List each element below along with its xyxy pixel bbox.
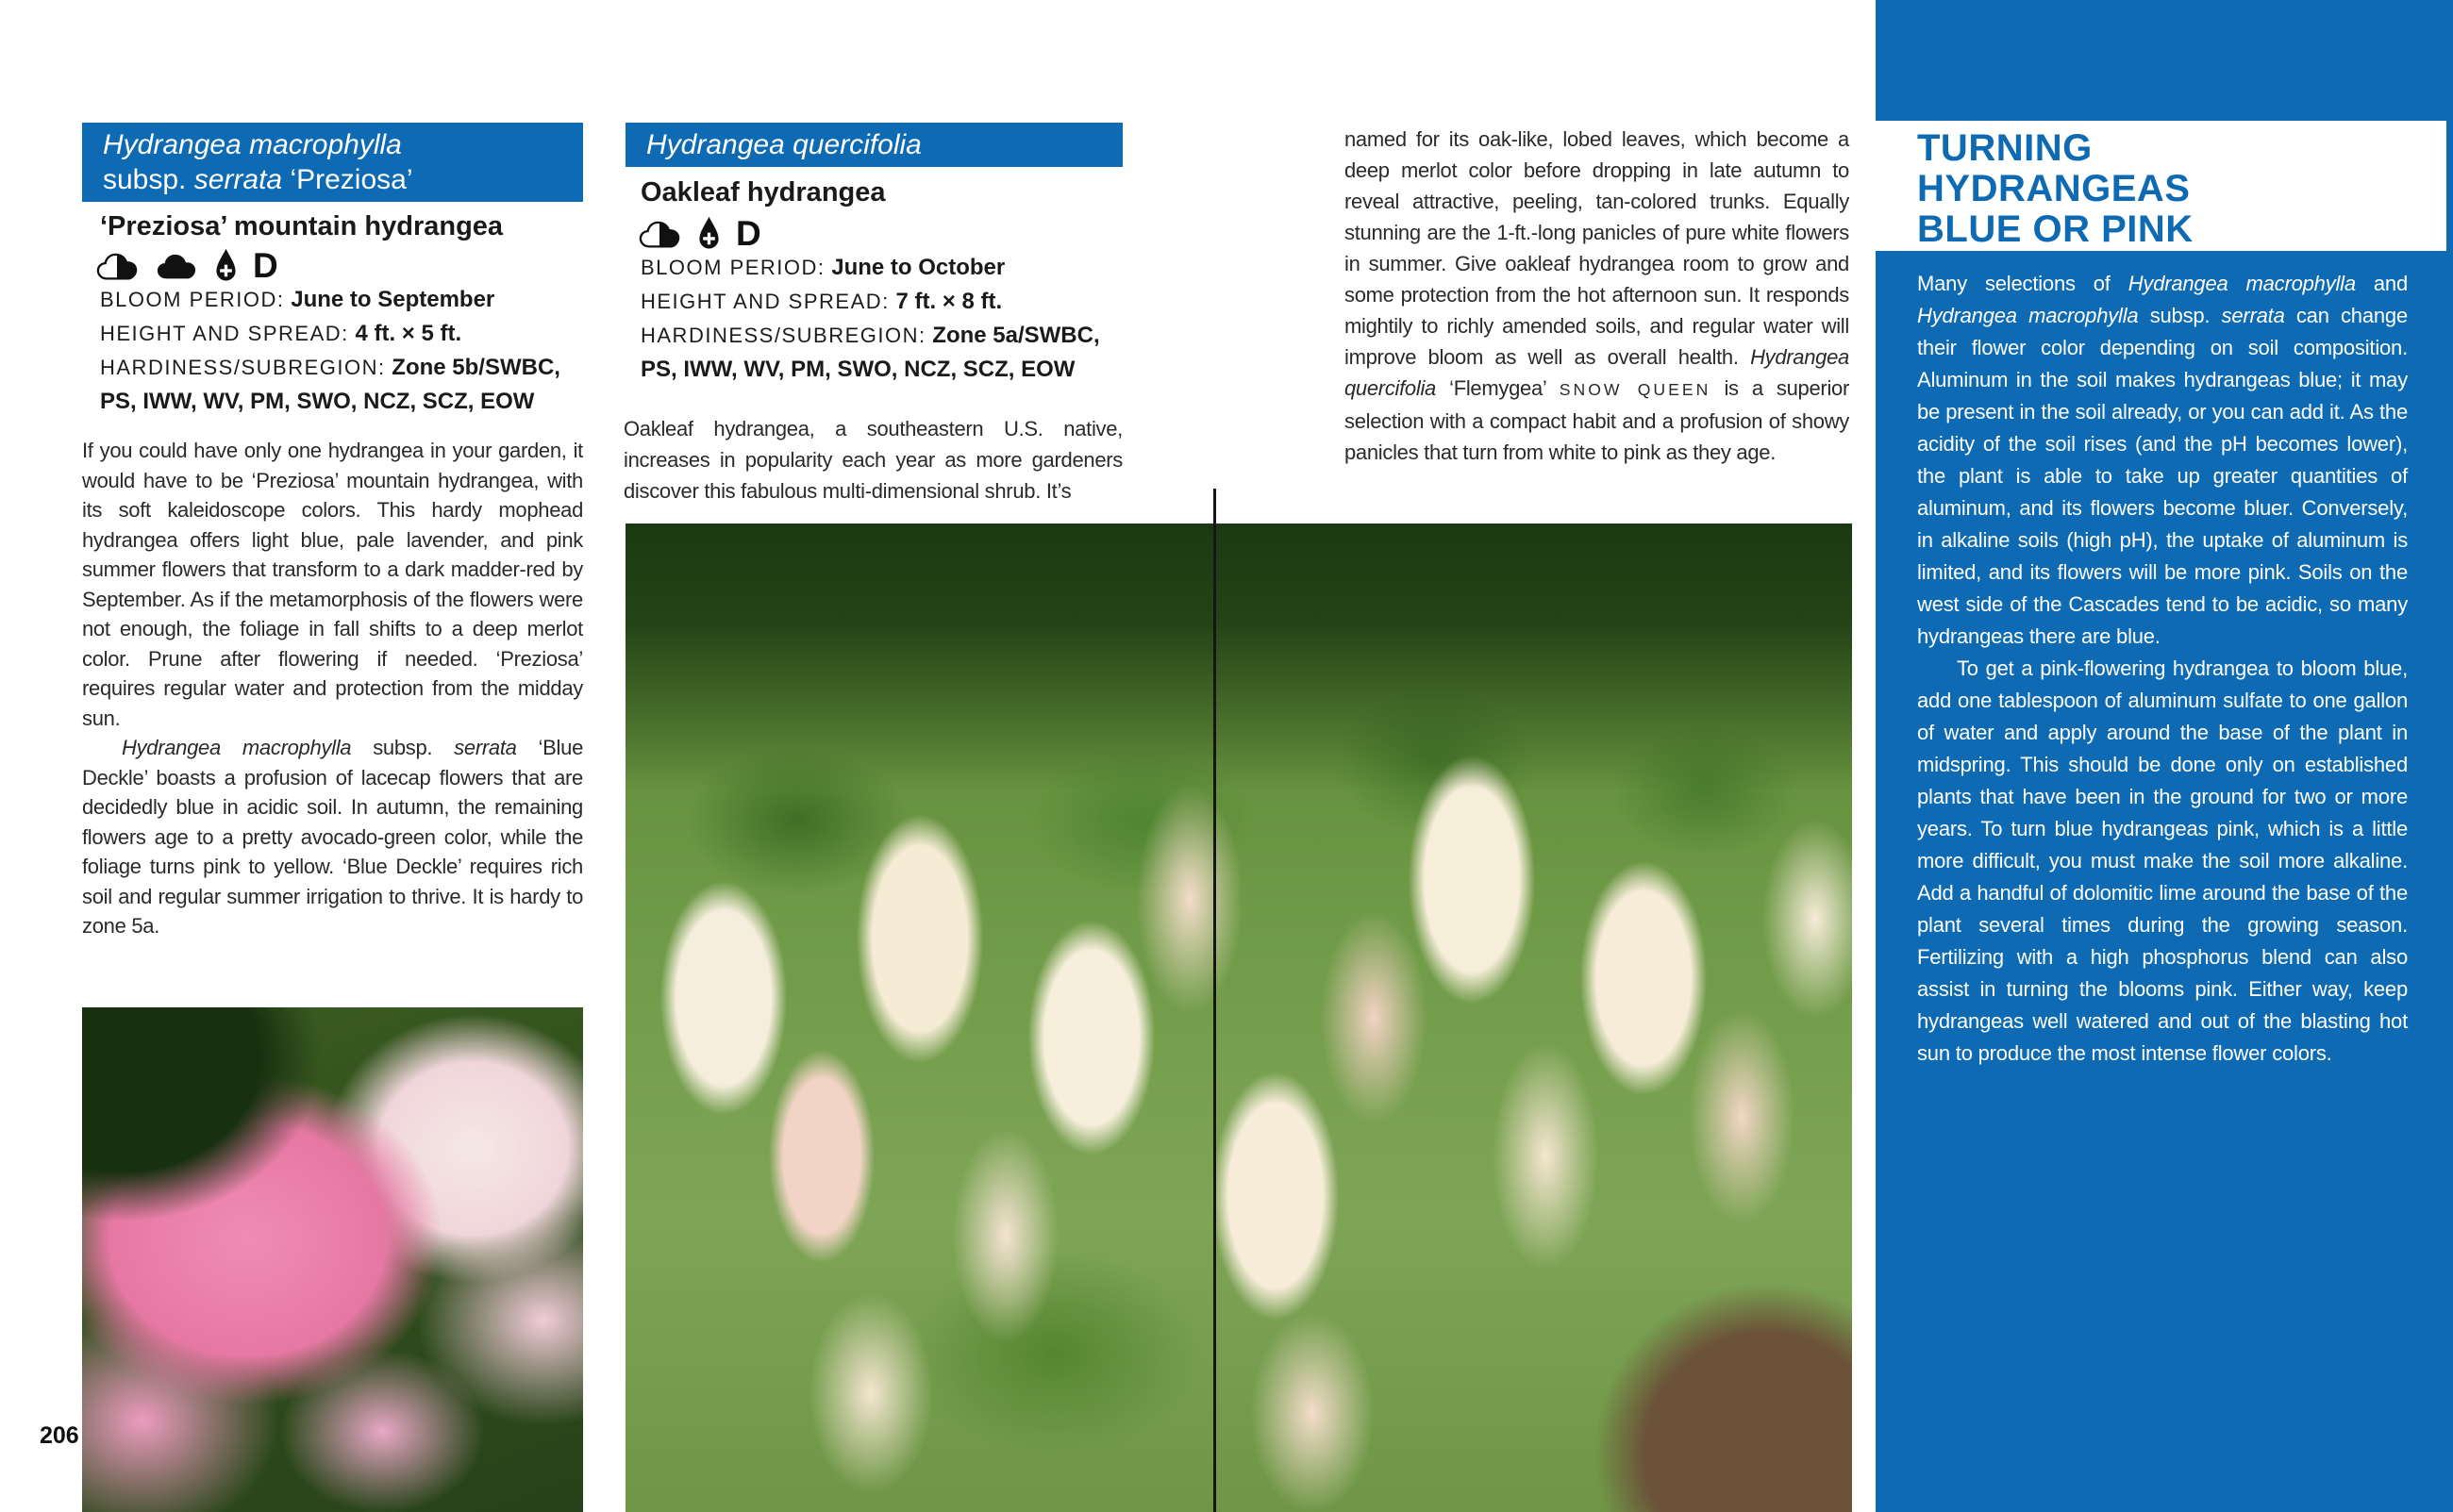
- spec-hardiness: HARDINESS/SUBREGION: Zone 5b/SWBC, PS, IWW, WV, PM, SWO, NCZ, SCZ, EOW: [100, 355, 560, 414]
- plant-description-preziosa: [82, 436, 583, 941]
- full-shade-icon: [154, 251, 199, 283]
- plant-title-preziosa: [82, 123, 583, 202]
- plant-specs-quercifolia: [641, 251, 1123, 387]
- deciduous-D-icon: D: [736, 214, 761, 253]
- sidebar-title-line: BLUE OR PINK: [1917, 208, 2194, 250]
- spec-hardiness: HARDINESS/SUBREGION: Zone 5a/SWBC, PS, IWW, WV, PM, SWO, NCZ, SCZ, EOW: [641, 323, 1100, 382]
- partial-shade-icon: [637, 219, 682, 251]
- sidebar-title-line: HYDRANGEAS: [1917, 168, 2191, 209]
- plant-icons-preziosa: [94, 245, 278, 283]
- plant-title-line: Hydrangea macrophylla: [103, 129, 402, 160]
- plant-icons-quercifolia: [637, 213, 761, 251]
- description-paragraph: Hydrangea macrophylla subsp. serrata ‘Blue Deckle’ boasts a profusion of lacecap flowers that are decidedly blue in acidic soil. In autumn, the remaining flowers age to a pretty avocado-green color, while the foliage turns pink to yellow. ‘Blue Deckle’ requires rich soil and regular summer irrigation to thrive. It is hardy to zone 5a.: [82, 736, 583, 938]
- plant-description-quercifolia: [624, 413, 1123, 507]
- spec-height-spread: HEIGHT AND SPREAD: 4 ft. × 5 ft.: [100, 321, 462, 346]
- water-plus-droplet-icon: [696, 216, 722, 251]
- continuation-text: [1344, 124, 1849, 468]
- oakleaf-hydrangea-panicles-photo: [626, 523, 1852, 1512]
- spec-height-spread: HEIGHT AND SPREAD: 7 ft. × 8 ft.: [641, 289, 1003, 314]
- plant-title-quercifolia: [626, 123, 1123, 167]
- spec-bloom-period: BLOOM PERIOD: June to September: [100, 287, 495, 312]
- partial-shade-icon: [94, 251, 140, 283]
- sidebar-paragraph: To get a pink-flowering hydrangea to bloom blue, add one tablespoon of aluminum sulfate to one gallon of water and apply around the base of the plant in midspring. This should be done only on established plants that have been in the ground for two or more years. To turn blue hydrangeas pink, which is a little more difficult, you must make the soil more alkaline. Add a handful of dolomitic lime around the base of the plant several times during the growing season. Fertilizing with a high phosphorus blend can also assist in turning the blooms pink. Either way, keep hydrangeas well watered and out of the blasting hot sun to produce the most intense flower colors.: [1917, 656, 2408, 1065]
- plant-title-line: Hydrangea quercifolia: [646, 129, 922, 160]
- deciduous-D-icon: D: [253, 246, 278, 285]
- description-paragraph: Oakleaf hydrangea, a southeastern U.S. native, increases in popularity each year as more gardeners discover this fabulous multi-dimensional shrub. It’s: [624, 417, 1123, 503]
- spec-bloom-period: BLOOM PERIOD: June to October: [641, 255, 1006, 280]
- water-plus-droplet-icon: [213, 248, 239, 283]
- sidebar-paragraph: Many selections of Hydrangea macrophylla and Hydrangea macrophylla subsp. serrata can change their flower color depending on soil composition. Aluminum in the soil makes hydrangeas blue; it may be present in the soil already, or you can add it. As the acidity of the soil rises (and the pH becomes lower), the plant is able to take up greater quantities of aluminum, and its flowers become bluer. Conversely, in alkaline soils (high pH), the uptake of aluminum is limited, and its flowers will be more pink. Soils on the west side of the Cascades tend to be acidic, so many hydrangeas there are blue.: [1917, 272, 2408, 648]
- page-number: 206: [40, 1422, 79, 1449]
- plant-specs-preziosa: [100, 283, 583, 419]
- description-paragraph: named for its oak-like, lobed leaves, which become a deep merlot color before dropping in late autumn to reveal attractive, peeling, tan-colored trunks. Equally stunning are the 1-ft.-long panicles of pure white flowers in summer. Give oakleaf hydrangea room to grow and some protection from the hot afternoon sun. It responds mightily to richly amended soils, and regular water will improve bloom as well as overall health. Hydrangea quercifolia ‘Flemygea’ SNOW QUEEN is a superior selection with a compact habit and a profusion of showy panicles that turn from white to pink as they age.: [1344, 127, 1849, 464]
- plant-title-line: subsp. serrata ‘Preziosa’: [103, 164, 413, 195]
- sidebar-title: [1917, 128, 2431, 250]
- page-gutter-line: [1213, 489, 1216, 1512]
- common-name-preziosa: ‘Preziosa’ mountain hydrangea: [100, 211, 504, 241]
- pink-mophead-hydrangea-photo: [82, 1007, 583, 1512]
- description-paragraph: If you could have only one hydrangea in your garden, it would have to be ‘Preziosa’ mountain hydrangea, with its soft kaleidoscope colors. This hardy mophead hydrangea offers light blue, pale lavender, and pink summer flowers that transform to a dark madder-red by September. As if the metamorphosis of the flowers were not enough, the foliage in fall shifts to a deep merlot color. Prune after flowering if needed. ‘Preziosa’ requires regular water and protection from the midday sun.: [82, 439, 583, 730]
- common-name-quercifolia: Oakleaf hydrangea: [641, 177, 886, 208]
- sidebar-body: [1917, 268, 2408, 1070]
- sidebar-title-line: TURNING: [1917, 127, 2093, 169]
